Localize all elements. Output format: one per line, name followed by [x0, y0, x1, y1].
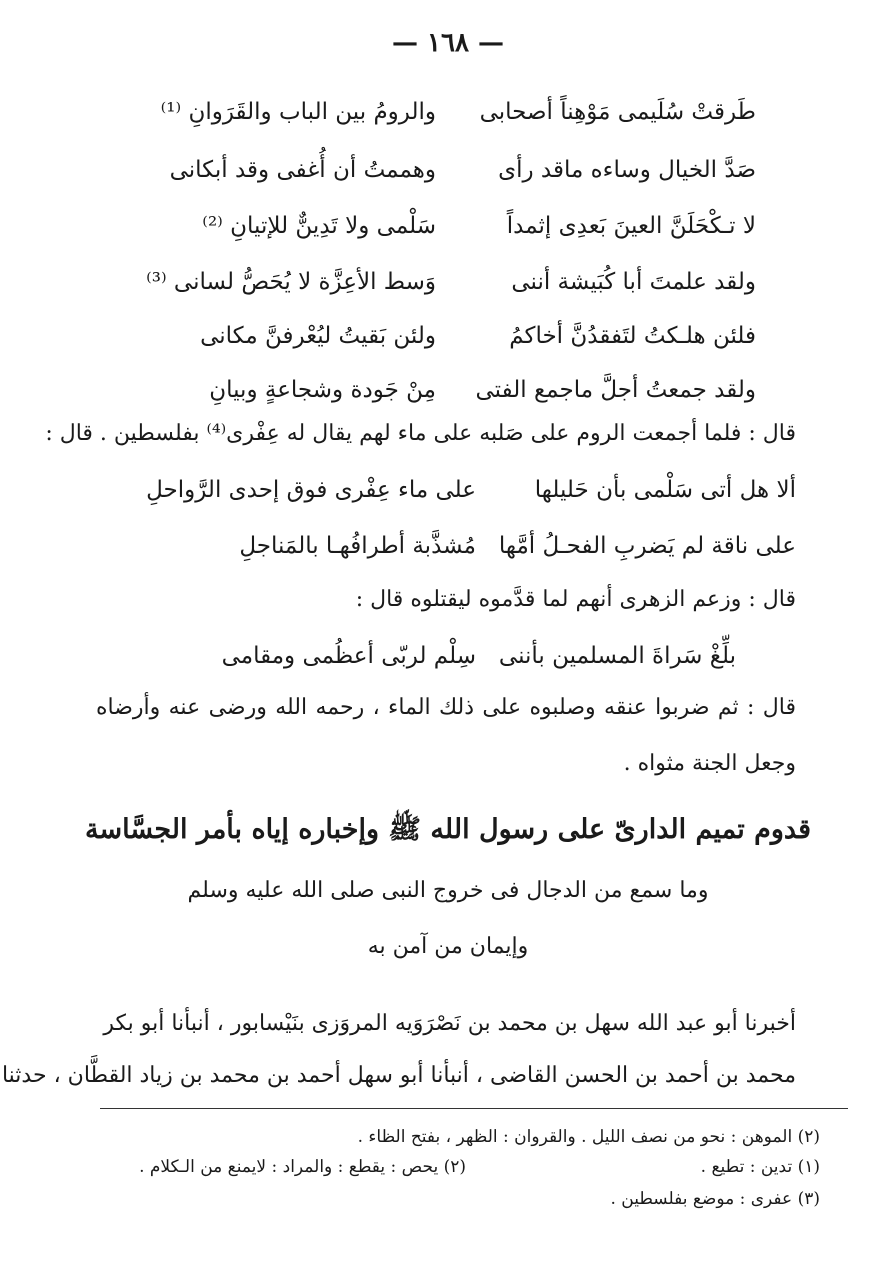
- section-heading: قدوم تميم الدارىّ على رسول الله ﷺ وإخباره إياه بأمر الجسَّاسة: [84, 814, 812, 845]
- prose-paragraph: قال : وزعم الزهرى أنهم لما قدَّموه ليقتلوه قال :: [355, 587, 796, 612]
- hemistich-first: طَرقتْ سُلَيمى مَوْهِناً أصحابى: [479, 99, 756, 125]
- hemistich-first: بلِّغْ سَراةَ المسلمين بأننى: [498, 643, 736, 669]
- footnote: (٢) يحص : يقطع : والمراد : لايمنع من الـكلام .: [139, 1157, 466, 1177]
- page-number: — ١٦٨ —: [391, 28, 505, 58]
- hemistich-first: صَدَّ الخيال وساءه ماقد رأى: [498, 157, 756, 183]
- hemistich-second: سَلْمى ولا تَدِينٌّ للإتيانِ ⁽²⁾: [202, 213, 436, 239]
- hemistich-first: لا تـكْحَلَنَّ العينَ بَعدِى إثمداً: [506, 213, 756, 239]
- verse-line: [0, 370, 896, 410]
- hemistich-first: ألا هل أتى سَلْمى بأن حَليلها: [534, 477, 796, 503]
- hemistich-first: ولقد علمتَ أبا كُبَيشة أننى: [511, 269, 756, 295]
- verse-line: [0, 262, 896, 302]
- hemistich-second: مُشذَّبة أطرافُهـا بالمَناجلِ: [239, 533, 476, 559]
- prose-paragraph: قال : ثم ضربوا عنقه وصلبوه على ذلك الماء ، رحمه الله ورضى عنه وأرضاه وجعل الجنة مثواه .: [96, 695, 796, 776]
- footnote-divider: [100, 1108, 848, 1109]
- hemistich-second: على ماء عِفْرى فوق إحدى الرَّواحلِ: [146, 477, 476, 503]
- verse-line: [0, 526, 896, 566]
- verse-line: [0, 636, 896, 676]
- hemistich-first: على ناقة لم يَضربِ الفحـلُ أمَّها: [498, 533, 796, 559]
- footnote: (٢) الموهن : نحو من نصف الليل . والقروان : الظهر ، بفتح الظاء .: [357, 1127, 820, 1147]
- hemistich-second: وهممتُ أن أُغفى وقد أبكانى: [169, 157, 436, 183]
- prose-line: محمد بن أحمد بن الحسن القاضى ، أنبأنا أبو سهل أحمد بن محمد بن زياد القطَّان ، حدثنا: [1, 1063, 796, 1088]
- verse-line: [0, 470, 896, 510]
- hemistich-first: فلئن هلـكتُ لتَفقدُنَّ أخاكمُ: [509, 323, 756, 349]
- hemistich-second: وَسط الأعِزَّة لا يُحَصُّ لسانى ⁽³⁾: [146, 269, 436, 295]
- prose-line: أخبرنا أبو عبد الله سهل بن محمد بن نَصْرَوَيه المروَزى بنَيْسابور ، أنبأنا أبو بكر: [103, 1011, 796, 1036]
- verse-line: [0, 206, 896, 246]
- hemistich-first: ولقد جمعتُ أجلَّ ماجمع الفتى: [475, 377, 756, 403]
- prose-paragraph: قال : فلما أجمعت الروم على صَلبه على ماء لهم يقال له عِفْرى⁽⁴⁾ بفلسطين . قال :: [45, 421, 796, 446]
- hemistich-second: سِلْم لربّى أعظُمى ومقامى: [221, 643, 476, 669]
- hemistich-second: مِنْ جَودة وشجاعةٍ وبيانِ: [209, 377, 436, 403]
- verse-line: [0, 92, 896, 132]
- section-subheading: وما سمع من الدجال فى خروج النبى صلى الله عليه وسلم: [187, 878, 709, 903]
- verse-line: [0, 316, 896, 356]
- hemistich-second: ولئن بَقيتُ ليُعْرفنَّ مكانى: [200, 323, 436, 349]
- section-subheading: وإيمان من آمن به: [367, 934, 529, 959]
- footnote: (٣) عفرى : موضع بفلسطين .: [610, 1189, 820, 1209]
- hemistich-second: والرومُ بين الباب والقَرَوانِ ⁽¹⁾: [160, 99, 436, 125]
- footnote: (١) تدين : تطيع .: [700, 1157, 820, 1177]
- verse-line: [0, 150, 896, 190]
